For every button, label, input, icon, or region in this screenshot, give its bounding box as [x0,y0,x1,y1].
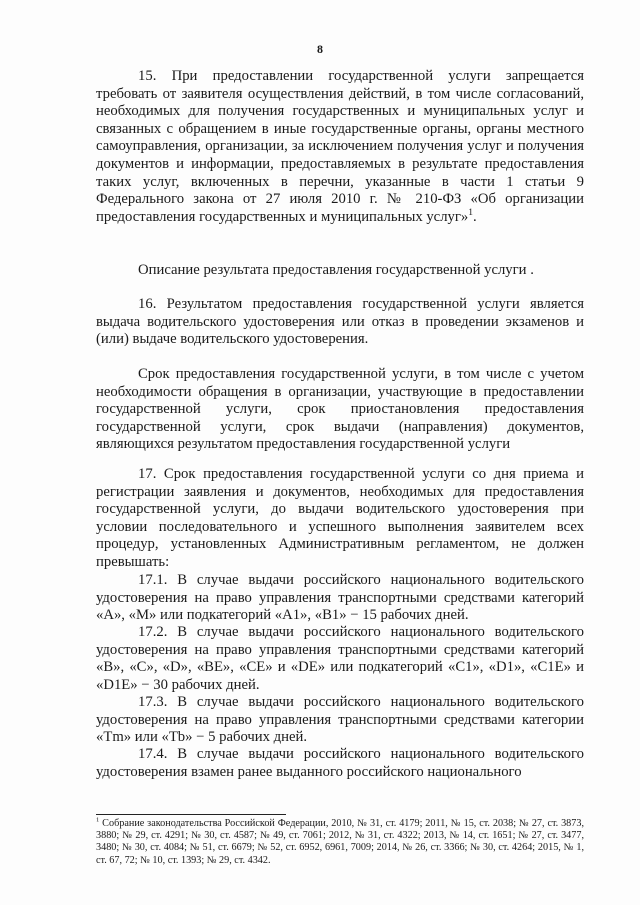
heading-term: Срок предоставления государственной услуги, в том числе с учетом необходимости обращения в организации, участвующие в предоставлении государственной услуги, срок приостановления предоставления государственной услуги, срок выдачи (направления) документов, являющихся результатом предоставления государственной услуги [96,366,584,453]
paragraph-17-3: 17.3. В случае выдачи российского национального водительского удостоверения на право управления транспортными средствами категории «Tm» или «Tb» − 5 рабочих дней. [96,694,584,746]
paragraph-15-end: . [473,208,477,225]
paragraph-17-2: 17.2. В случае выдачи российского национального водительского удостоверения на право управления транспортными средствами категорий «B», «C», «D», «BE», «CE» и «DE» или подкатегорий «C1», «D1», «C1E» и «D1E» − 30 рабочих дней. [96,624,584,693]
paragraph-17: 17. Срок предоставления государственной услуги со дня приема и регистрации заявления и документов, необходимых для предоставления государственной услуги, до выдачи водительского удостоверения при условии последовательного и успешного выполнения заявителем всех процедур, установленных Административным регламентом, не должен превышать: [96,466,584,570]
paragraph-17-4: 17.4. В случае выдачи российского национального водительского удостоверения взамен ранее выданного российского национального [96,746,584,780]
paragraph-17-1: 17.1. В случае выдачи российского национального водительского удостоверения на право управления транспортными средствами категорий «A», «M» или подкатегорий «A1», «B1» − 15 рабочих дней. [96,572,584,624]
footnote-ref[interactable]: 1 [468,206,474,218]
paragraph-15-text: 15. При предоставлении государственной услуги запрещается требовать от заявителя осуществления действий, в том числе согласований, необходимых для получения государственных и муниципальных услуг и связанных с обращением в иные государственные органы, органы местного самоуправления, организации, за исключением получения услуг и получения документов и информации, предоставляемых в результате предоставления таких услуг, включенных в перечни, указанные в части 1 статьи 9 Федерального закона от 27 июля 2010 г. № 210-ФЗ «Об организации предоставления государственных и муниципальных услуг» [96,68,584,225]
footnote-separator [96,814,286,815]
footnote-text: Собрание законодательства Российской Федерации, 2010, № 31, ст. 4179; 2011, № 15, ст. 2038; № 27, ст. 3873, 3880; № 29, ст. 4291; № 30, ст. 4587; № 49, ст. 7061; 2012, № 31, ст. 4322; 2013, № 14, ст. 1651; № 27, ст. 3477, 3480; № 30, ст. 4084; № 51, ст. 6679; № 52, ст. 6952, 6961, 7009; 2014, № 26, ст. 3366; № 30, ст. 4264; 2015, № 1, ст. 67, 72; № 10, ст. 1393; № 29, ст. 4342. [96,818,584,866]
paragraph-15 [96,68,584,226]
footnote [96,818,584,867]
footnote-mark: 1 [96,816,100,824]
heading-result: Описание результата предоставления государственной услуги . [138,262,534,278]
paragraph-16: 16. Результатом предоставления государственной услуги является выдача водительского удостоверения или отказ в проведении экзаменов и (или) выдаче водительского удостоверения. [96,296,584,348]
page-number: 8 [317,42,323,56]
